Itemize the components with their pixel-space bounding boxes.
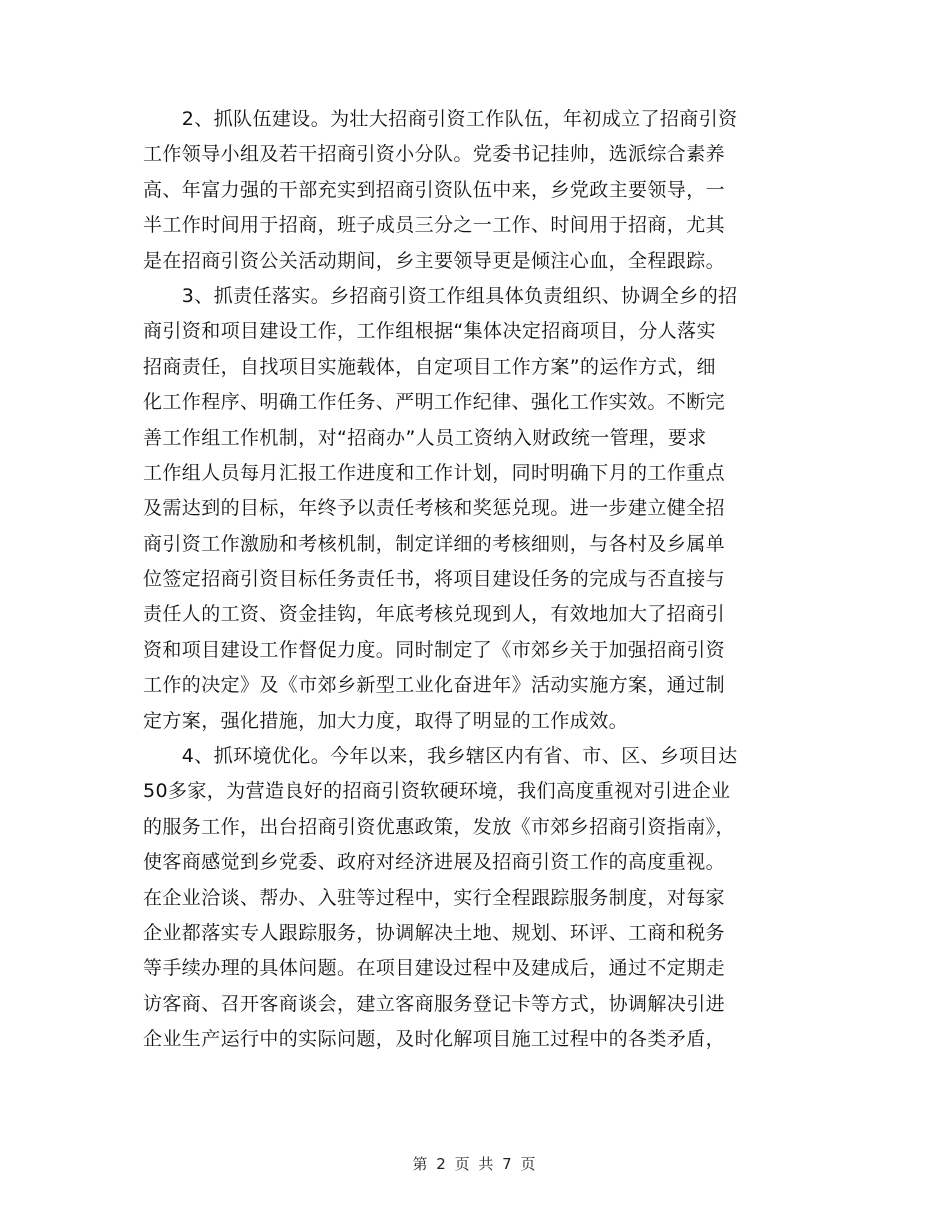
- text-line: 企业生产运行中的实际问题，及时化解项目施工过程中的各类矛盾，: [143, 1028, 726, 1051]
- text-line: 等手续办理的具体问题。在项目建设过程中及建成后，通过不定期走: [143, 957, 726, 980]
- page-number-footer: 第 2 页 共 7 页: [412, 1155, 538, 1173]
- text-line: 4、抓环境优化。今年以来，我乡辖区内有省、市、区、乡项目达: [143, 745, 738, 768]
- text-line: 商引资工作激励和考核机制，制定详细的考核细则，与各村及乡属单: [143, 532, 726, 555]
- text-line: 及需达到的目标，年终予以责任考核和奖惩兑现。进一步建立健全招: [143, 497, 726, 520]
- text-line: 化工作程序、明确工作任务、严明工作纪律、强化工作实效。不断完: [143, 391, 726, 414]
- text-line: 的服务工作，出台招商引资优惠政策，发放《市郊乡招商引资指南》，: [143, 815, 735, 838]
- text-line: 善工作组工作机制，对“招商办”人员工资纳入财政统一管理，要求: [143, 426, 707, 449]
- text-line: 半工作时间用于招商，班子成员三分之一工作、时间用于招商，尤其: [143, 214, 726, 237]
- text-line: 商引资和项目建设工作，工作组根据“集体决定招商项目，分人落实: [143, 320, 716, 343]
- text-line: 2、抓队伍建设。为壮大招商引资工作队伍，年初成立了招商引资: [143, 108, 738, 130]
- text-line: 工作的决定》及《市郊乡新型工业化奋进年》活动实施方案，通过制: [143, 674, 726, 697]
- text-line: 3、抓责任落实。乡招商引资工作组具体负责组织、协调全乡的招: [143, 284, 738, 307]
- text-line: 位签定招商引资目标任务责任书，将项目建设任务的完成与否直接与: [143, 568, 726, 591]
- text-line: 资和项目建设工作督促力度。同时制定了《市郊乡关于加强招商引资: [143, 638, 726, 661]
- text-line: 访客商、召开客商谈会，建立客商服务登记卡等方式，协调解决引进: [143, 992, 726, 1015]
- document-body: [143, 102, 808, 1058]
- text-line: 是在招商引资公关活动期间，乡主要领导更是倾注心血，全程跟踪。: [143, 249, 726, 272]
- text-line: 高、年富力强的干部充实到招商引资队伍中来，乡党政主要领导，一: [143, 178, 726, 201]
- text-line: 使客商感觉到乡党委、政府对经济进展及招商引资工作的高度重视。: [143, 851, 726, 874]
- text-line: 定方案，强化措施，加大力度，取得了明显的工作成效。: [143, 709, 629, 732]
- text-line: 工作领导小组及若干招商引资小分队。党委书记挂帅，选派综合素养: [143, 143, 726, 166]
- text-line: 50多家，为营造良好的招商引资软硬环境，我们高度重视对引进企业: [143, 780, 731, 803]
- text-line: 工作组人员每月汇报工作进度和工作计划，同时明确下月的工作重点: [143, 461, 726, 484]
- text-line: 招商责任，自找项目实施载体，自定项目工作方案”的运作方式，细: [143, 355, 716, 378]
- text-line: 在企业洽谈、帮办、入驻等过程中，实行全程跟踪服务制度，对每家: [143, 886, 726, 909]
- text-line: 责任人的工资、资金挂钩，年底考核兑现到人，有效地加大了招商引: [143, 603, 726, 626]
- text-line: 企业都落实专人跟踪服务，协调解决土地、规划、环评、工商和税务: [143, 921, 726, 944]
